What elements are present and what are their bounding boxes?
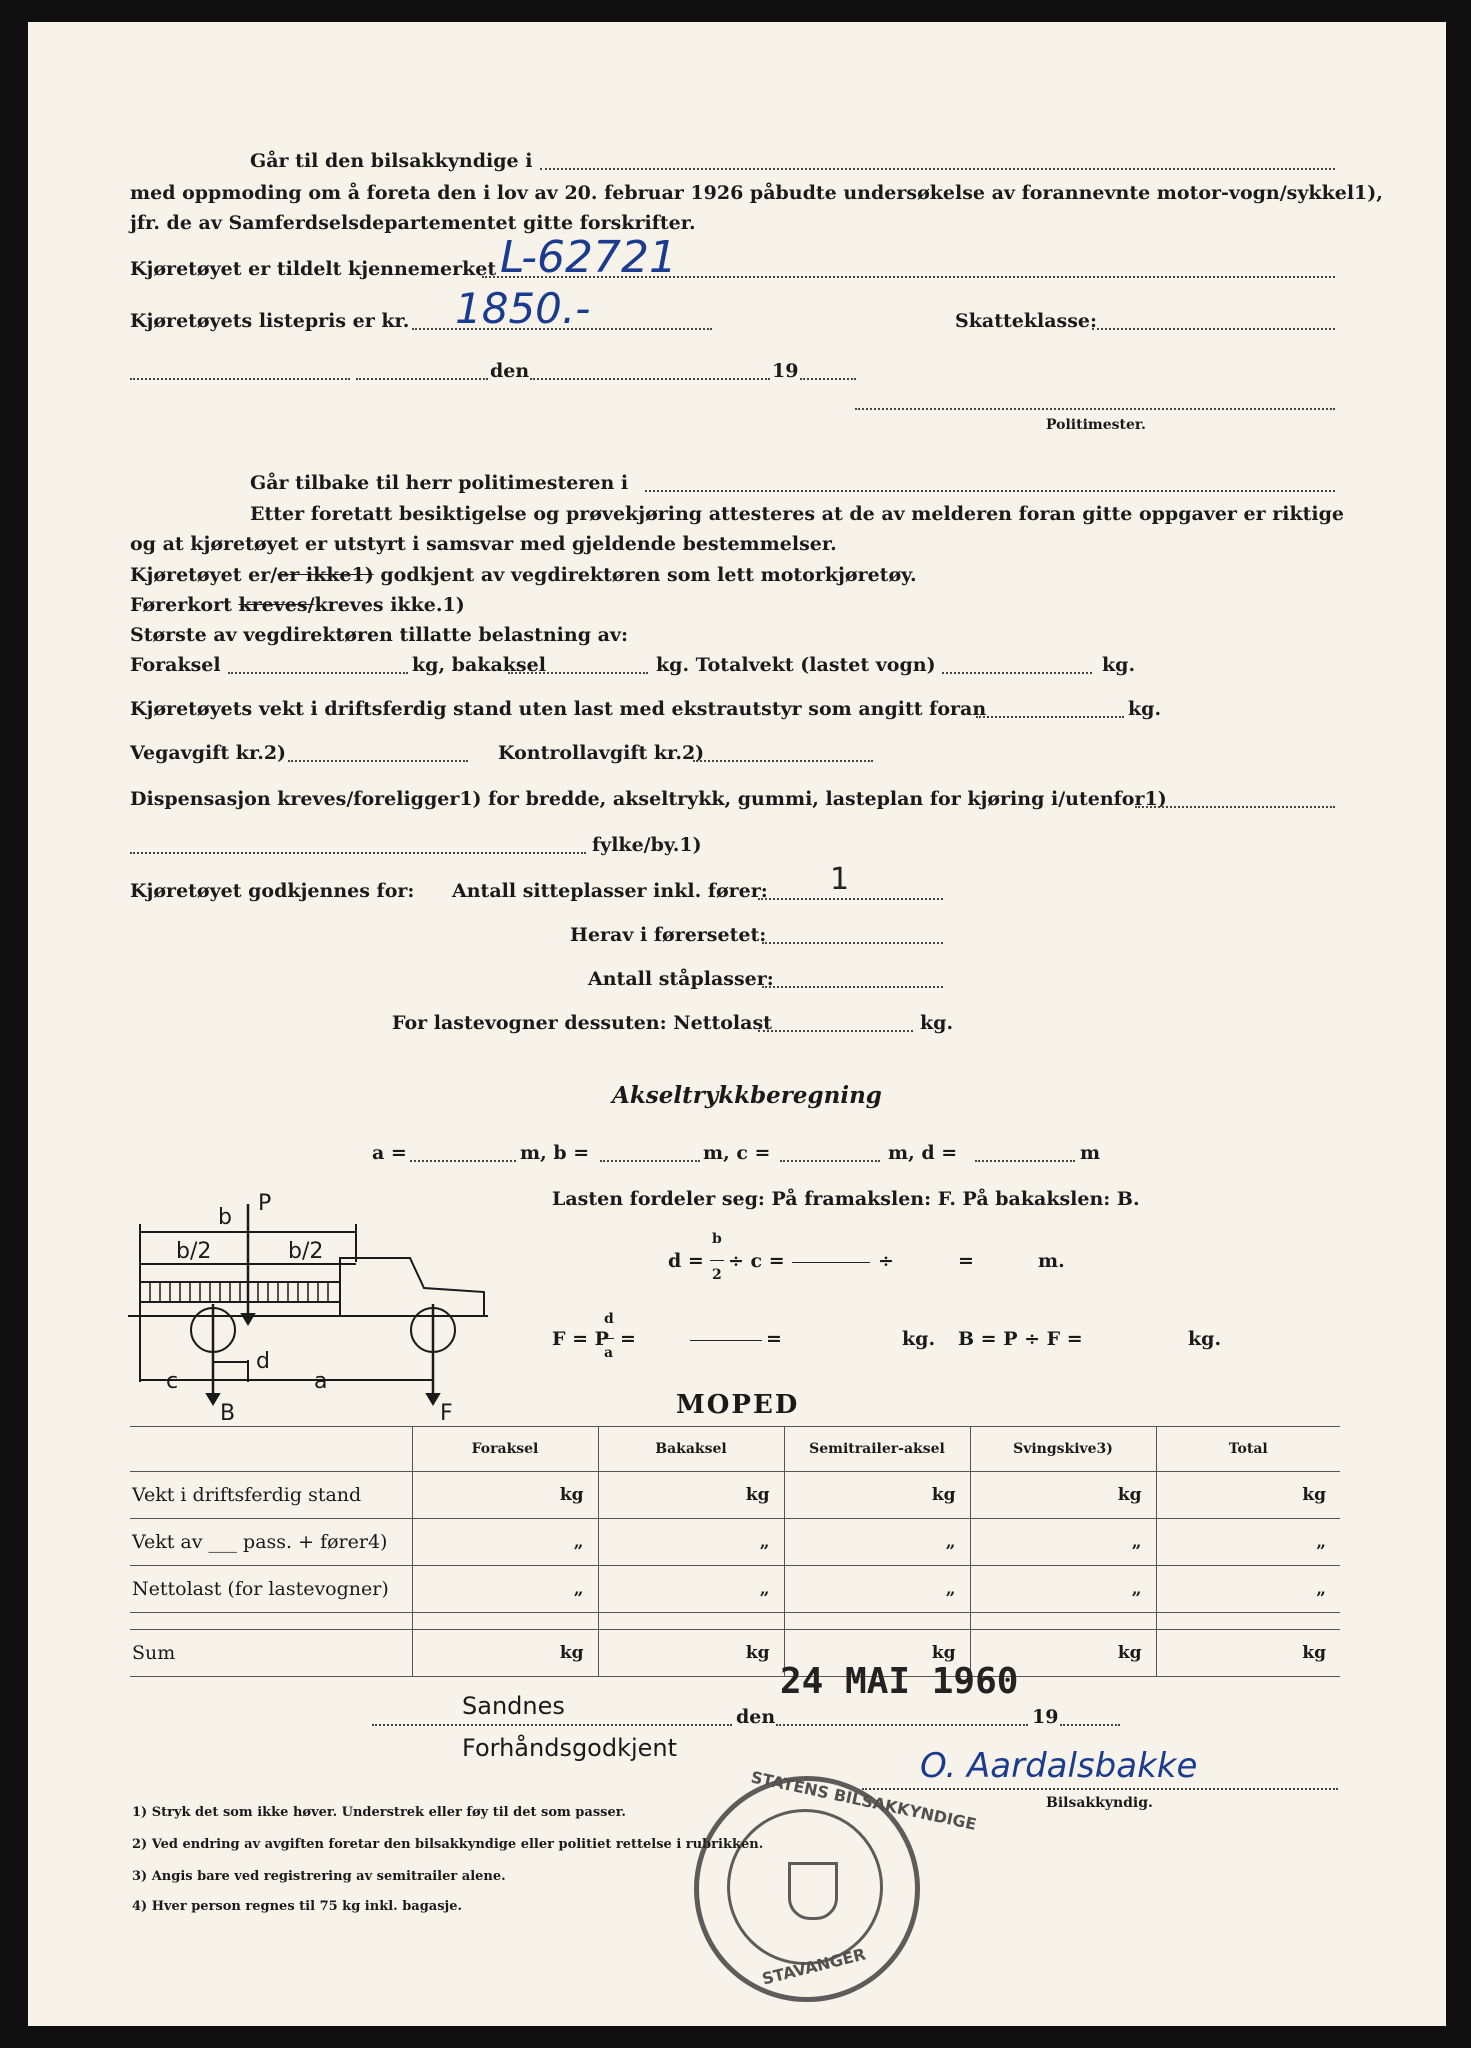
signature-date-field[interactable] bbox=[776, 1724, 1028, 1726]
table-cell[interactable]: kg bbox=[412, 1630, 598, 1677]
diagram-label-b: b bbox=[218, 1205, 232, 1230]
axle-diagram bbox=[128, 1192, 508, 1422]
belastning-label: Største av vegdirektøren tillatte belastning av: bbox=[130, 624, 628, 646]
sitteplasser-label: Antall sitteplasser inkl. fører: bbox=[452, 880, 768, 902]
dispensasjon-field[interactable] bbox=[1135, 806, 1335, 808]
signature-place: Sandnes bbox=[462, 1692, 565, 1720]
formula-f-fraction-bar bbox=[602, 1338, 614, 1339]
approval-place-field[interactable] bbox=[645, 490, 1335, 492]
b-field[interactable] bbox=[600, 1160, 700, 1162]
header-line3: jfr. de av Samferdselsdepartementet gitte forskrifter. bbox=[130, 212, 696, 234]
staplasser-label: Antall ståplasser: bbox=[588, 968, 774, 990]
a-field[interactable] bbox=[410, 1160, 516, 1162]
vegavgift-label: Vegavgift kr.2) bbox=[130, 742, 287, 764]
table-cell[interactable]: „ bbox=[970, 1566, 1156, 1613]
table-gap-cell bbox=[1156, 1613, 1340, 1630]
formula-f-prefix: F = P bbox=[552, 1328, 609, 1350]
staplasser-field[interactable] bbox=[762, 986, 943, 988]
footnote-1: 1) Stryk det som ikke høver. Understrek eller føy til det som passer. bbox=[132, 1805, 626, 1820]
table-header-row bbox=[130, 1427, 1340, 1472]
nettolast-field[interactable] bbox=[758, 1030, 913, 1032]
table-row bbox=[130, 1472, 1340, 1519]
table-col-header: Svingskive3) bbox=[970, 1427, 1156, 1472]
table-header-blank bbox=[130, 1427, 412, 1472]
diagram-label-d: d bbox=[256, 1349, 270, 1374]
formula-d-line bbox=[792, 1262, 870, 1263]
table-cell[interactable]: kg bbox=[784, 1472, 970, 1519]
place-field-2[interactable] bbox=[356, 378, 488, 380]
foraksel-label: Foraksel bbox=[130, 654, 221, 676]
table-cell[interactable]: kg bbox=[1156, 1630, 1340, 1677]
table-cell[interactable]: „ bbox=[598, 1519, 784, 1566]
forerkort-struck: kreves/ bbox=[238, 594, 315, 616]
document-page bbox=[28, 22, 1446, 2026]
m-c-label: m, c = bbox=[703, 1142, 771, 1164]
diagram-label-c: c bbox=[166, 1369, 179, 1394]
footnote-3: 3) Angis bare ved registrering av semitrailer alene. bbox=[132, 1869, 506, 1884]
diagram-label-B: B bbox=[220, 1401, 236, 1422]
skatteklasse-field[interactable] bbox=[1092, 328, 1335, 330]
kjennemerke-label: Kjøretøyet er tildelt kjennemerket bbox=[130, 258, 497, 280]
forhandsgodkjent: Forhåndsgodkjent bbox=[462, 1734, 678, 1762]
formula-f-kg: kg. bbox=[902, 1328, 936, 1350]
formula-d-eq: = bbox=[958, 1250, 974, 1272]
vekt-label: Kjøretøyets vekt i driftsferdig stand uten last med ekstrautstyr som angitt foran bbox=[130, 698, 987, 720]
formula-f-d: d bbox=[604, 1311, 614, 1327]
approval-line2: Etter foretatt besiktigelse og prøvekjøring attesteres at de av melderen foran gitte oppgaver er riktige bbox=[250, 503, 1345, 525]
official-stamp bbox=[694, 1767, 979, 2002]
table-row-label: Vekt i driftsferdig stand bbox=[130, 1472, 412, 1519]
formula-f-eq2: = bbox=[766, 1328, 782, 1350]
listepris-label: Kjøretøyets listepris er kr. bbox=[130, 310, 410, 332]
sitteplasser-field[interactable] bbox=[758, 898, 943, 900]
formula-d-m: m. bbox=[1038, 1250, 1065, 1272]
skatteklasse-label: Skatteklasse: bbox=[955, 310, 1098, 332]
table-gap-cell bbox=[412, 1613, 598, 1630]
formula-d-b: b bbox=[712, 1231, 722, 1247]
table-cell[interactable]: „ bbox=[1156, 1519, 1340, 1566]
lastevogner-kg: kg. bbox=[920, 1012, 954, 1034]
table-gap-cell bbox=[970, 1613, 1156, 1630]
table-cell[interactable]: kg bbox=[412, 1472, 598, 1519]
date-stamp: 24 MAI 1960 bbox=[780, 1661, 1019, 1702]
godkjennes-label: Kjøretøyet godkjennes for: bbox=[130, 880, 415, 902]
table-row bbox=[130, 1519, 1340, 1566]
lastevogner-label: For lastevogner dessuten: Nettolast bbox=[392, 1012, 772, 1034]
diagram-label-a: a bbox=[314, 1369, 328, 1394]
footnote-4: 4) Hver person regnes til 75 kg inkl. bagasje. bbox=[132, 1899, 463, 1914]
table-cell[interactable]: kg bbox=[784, 1630, 970, 1677]
table-gap-cell bbox=[784, 1613, 970, 1630]
formula-f-line bbox=[690, 1340, 762, 1341]
table-row-label: Vekt av ___ pass. + fører4) bbox=[130, 1519, 412, 1566]
diagram-cab bbox=[340, 1258, 484, 1316]
fylke-label: fylke/by.1) bbox=[592, 834, 702, 856]
kontrollavgift-field[interactable] bbox=[693, 760, 873, 762]
table-cell[interactable]: kg bbox=[1156, 1472, 1340, 1519]
d-field[interactable] bbox=[975, 1160, 1075, 1162]
table-row bbox=[130, 1566, 1340, 1613]
c-field[interactable] bbox=[780, 1160, 880, 1162]
kg-totalvekt-label: kg. Totalvekt (lastet vogn) bbox=[656, 654, 936, 676]
diagram-load-hatching bbox=[150, 1282, 328, 1302]
formula-d-div: ÷ bbox=[878, 1250, 894, 1272]
formula-f-eq: = bbox=[620, 1328, 636, 1350]
table-gap-cell bbox=[598, 1613, 784, 1630]
table-col-header: Bakaksel bbox=[598, 1427, 784, 1472]
den-label: den bbox=[490, 360, 530, 382]
dispensasjon-label: Dispensasjon kreves/foreligger1) for bredde, akseltrykk, gummi, lasteplan for kjøring i/utenfor1) bbox=[130, 788, 1167, 810]
kjennemerke-value: L-62721 bbox=[500, 232, 677, 283]
formula-f-a: a bbox=[604, 1345, 614, 1361]
table-cell[interactable]: kg bbox=[970, 1472, 1156, 1519]
diagram-label-half2: b/2 bbox=[288, 1239, 324, 1264]
table-cell[interactable]: „ bbox=[412, 1519, 598, 1566]
bilsakkyndig-label: Bilsakkyndig. bbox=[1046, 1795, 1153, 1811]
table-col-header: Semitrailer-aksel bbox=[784, 1427, 970, 1472]
table-title: MOPED bbox=[676, 1390, 800, 1420]
m-label: m bbox=[1080, 1142, 1101, 1164]
header-place-field[interactable] bbox=[540, 168, 1335, 170]
stamp-text-top: STATENS BILSAKKYNDIGE bbox=[749, 1767, 979, 1834]
a-label: a = bbox=[372, 1142, 407, 1164]
forersetet-label: Herav i førersetet: bbox=[570, 924, 767, 946]
diagram-label-p: P bbox=[258, 1192, 272, 1216]
year-field[interactable] bbox=[800, 378, 856, 380]
vegavgift-field[interactable] bbox=[288, 760, 468, 762]
stamp-text-bottom: STAVANGER bbox=[760, 1944, 868, 1989]
signature-year-label: 19 bbox=[1032, 1706, 1059, 1728]
signature-text: O. Aardalsbakke bbox=[920, 1746, 1198, 1786]
kontrollavgift-label: Kontrollavgift kr.2) bbox=[498, 742, 705, 764]
table-sum-row bbox=[130, 1630, 1340, 1677]
godkjent-suffix: godkjent av vegdirektøren som lett motorkjøretøy. bbox=[380, 564, 917, 586]
diagram-label-F: F bbox=[440, 1401, 453, 1422]
approval-line3: og at kjøretøyet er utstyrt i samsvar med gjeldende bestemmelser. bbox=[130, 533, 837, 555]
forerkort-line bbox=[130, 596, 465, 615]
formula-b: B = P ÷ F = bbox=[958, 1328, 1083, 1350]
totalvekt-kg: kg. bbox=[1102, 654, 1136, 676]
godkjent-prefix: Kjøretøyet er/ bbox=[130, 564, 278, 586]
table-cell[interactable]: „ bbox=[598, 1566, 784, 1613]
table-col-header: Total bbox=[1156, 1427, 1340, 1472]
stamp-inner-ring bbox=[727, 1809, 883, 1965]
formula-d-prefix: d = bbox=[668, 1250, 704, 1272]
table-cell[interactable]: „ bbox=[1156, 1566, 1340, 1613]
m-b-label: m, b = bbox=[520, 1142, 590, 1164]
m-d-label: m, d = bbox=[888, 1142, 958, 1164]
formula-d-rest: ÷ c = bbox=[728, 1250, 785, 1272]
aksel-title: Akseltrykkberegning bbox=[612, 1082, 882, 1109]
godkjent-line bbox=[130, 566, 917, 585]
table-cell[interactable]: „ bbox=[784, 1566, 970, 1613]
totalvekt-field[interactable] bbox=[942, 672, 1092, 674]
forersetet-field[interactable] bbox=[762, 942, 943, 944]
formula-b-kg: kg. bbox=[1188, 1328, 1222, 1350]
politimester-label: Politimester. bbox=[1046, 417, 1146, 433]
year-label: 19 bbox=[772, 360, 799, 382]
table-gap-row bbox=[130, 1613, 1340, 1630]
footnote-2: 2) Ved endring av avgiften foretar den bilsakkyndige eller politiet rettelse i rubrikken. bbox=[132, 1837, 764, 1852]
vekt-kg: kg. bbox=[1128, 698, 1162, 720]
signature-year-field[interactable] bbox=[1060, 1724, 1120, 1726]
table-cell[interactable]: kg bbox=[598, 1472, 784, 1519]
diagram-b-arrowhead bbox=[207, 1394, 219, 1404]
table-col-header: Foraksel bbox=[412, 1427, 598, 1472]
table-cell[interactable]: „ bbox=[412, 1566, 598, 1613]
signature-place-field[interactable] bbox=[372, 1724, 732, 1726]
table-gap-cell bbox=[130, 1613, 412, 1630]
table-cell[interactable]: „ bbox=[784, 1519, 970, 1566]
signature-den-label: den bbox=[736, 1706, 776, 1728]
kg-bakaksel-label: kg, bakaksel bbox=[412, 654, 546, 676]
header-line1-label: Går til den bilsakkyndige i bbox=[250, 150, 533, 172]
table-cell[interactable]: „ bbox=[970, 1519, 1156, 1566]
table-row-label: Nettolast (for lastevogner) bbox=[130, 1566, 412, 1613]
approval-line1-label: Går tilbake til herr politimesteren i bbox=[250, 472, 629, 494]
table-row-label: Sum bbox=[130, 1630, 412, 1677]
listepris-value: 1850.- bbox=[455, 284, 591, 333]
godkjent-struck: er ikke1) bbox=[277, 564, 374, 586]
formula-d-2: 2 bbox=[712, 1267, 722, 1283]
forerkort-prefix: Førerkort bbox=[130, 594, 232, 616]
table-cell[interactable]: kg bbox=[970, 1630, 1156, 1677]
vekt-field[interactable] bbox=[976, 716, 1124, 718]
place-field[interactable] bbox=[130, 378, 350, 380]
bilsakkyndig-signature-field[interactable] bbox=[862, 1788, 1338, 1790]
formula-d-fraction-bar bbox=[710, 1260, 724, 1261]
bakaksel-field[interactable] bbox=[508, 672, 648, 674]
weight-table bbox=[130, 1426, 1340, 1677]
forerkort-suffix: kreves ikke.1) bbox=[314, 594, 465, 616]
foraksel-field[interactable] bbox=[228, 672, 408, 674]
politimester-signature-field[interactable] bbox=[855, 408, 1335, 410]
header-line2: med oppmoding om å foreta den i lov av 20. februar 1926 påbudte undersøkelse av forannevnte motor-vogn/sykkel1), bbox=[130, 182, 1383, 204]
coat-of-arms-icon bbox=[788, 1862, 838, 1920]
fordeler-label: Lasten fordeler seg: På framakslen: F. På bakakslen: B. bbox=[552, 1188, 1140, 1210]
diagram-f-arrowhead bbox=[427, 1394, 439, 1404]
sitteplasser-value: 1 bbox=[830, 862, 850, 897]
fylke-field[interactable] bbox=[130, 852, 586, 854]
diagram-label-half1: b/2 bbox=[176, 1239, 212, 1264]
table-cell[interactable]: kg bbox=[598, 1630, 784, 1677]
date-field[interactable] bbox=[530, 378, 770, 380]
